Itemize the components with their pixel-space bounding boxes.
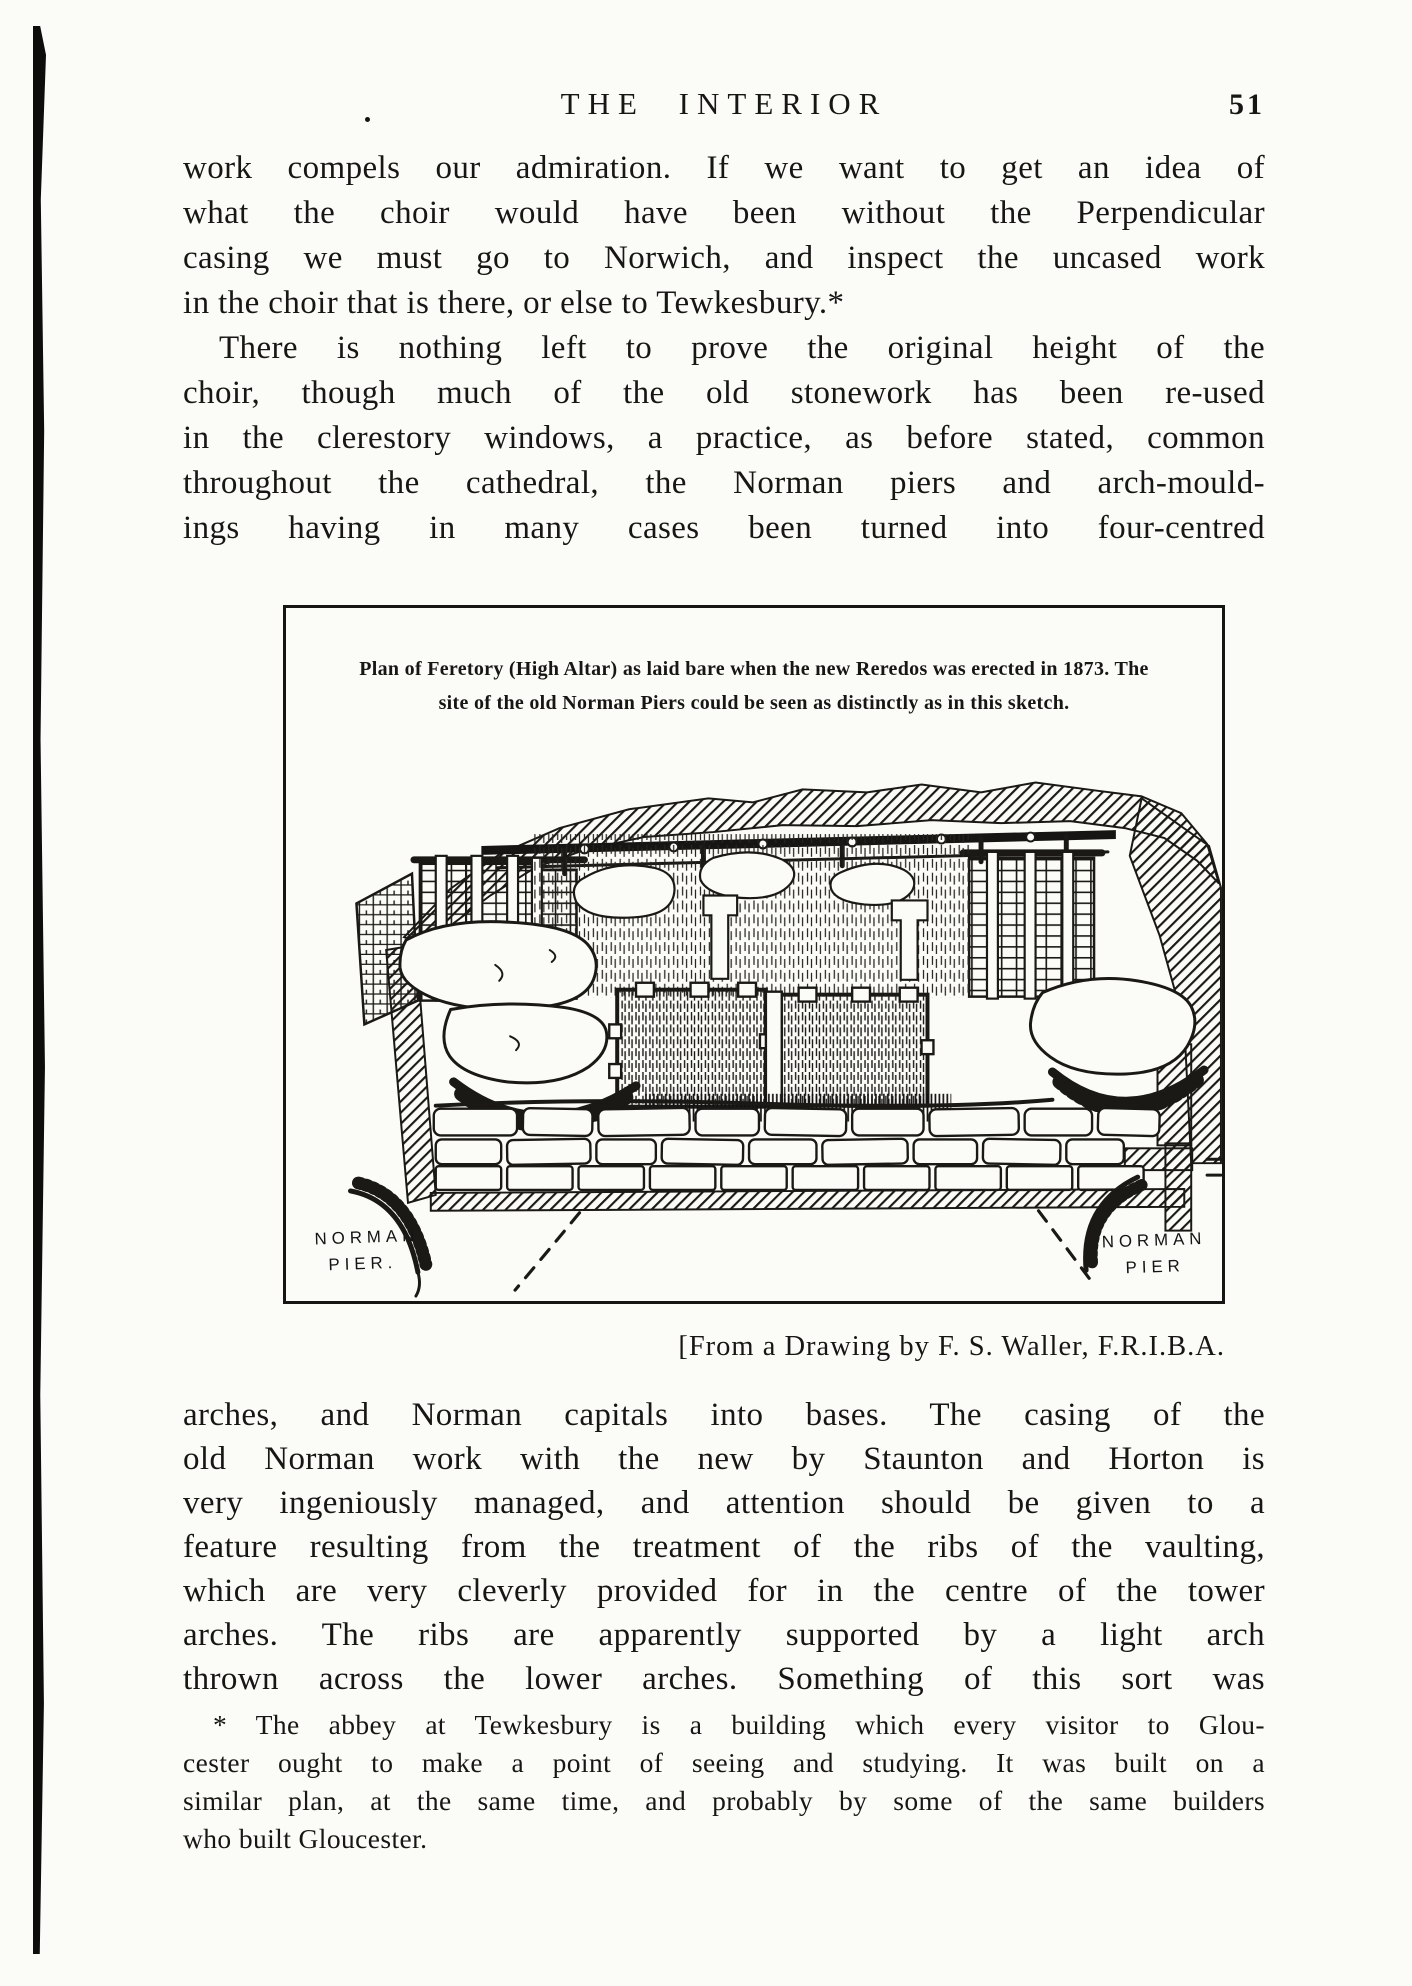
text-line: work compels our admiration. If we want to get an idea of — [183, 150, 1265, 186]
text-line: which are very cleverly provided for in the centre of the tower — [183, 1573, 1265, 1609]
page-number: 51 — [1229, 88, 1265, 121]
text-line: throughout the cathedral, the Norman piers and arch-mould- — [183, 465, 1265, 501]
figure-attribution: [From a Drawing by F. S. Waller, F.R.I.B.A. — [678, 1331, 1225, 1362]
paragraph-1 — [183, 146, 1265, 326]
text-line: There is nothing left to prove the original height of the — [219, 330, 1265, 366]
figure-caption-line2: site of the old Norman Piers could be seen as distinctly as in this sketch. — [438, 692, 1070, 714]
text-line: casing we must go to Norwich, and inspect the uncased work — [183, 240, 1265, 276]
text-line: in the choir that is there, or else to Tewkesbury.* — [183, 285, 845, 321]
text-line: arches. The ribs are apparently supported by a light arch — [183, 1617, 1265, 1653]
feretory-plan-figure — [283, 605, 1225, 1304]
footnote-line: who built Gloucester. — [183, 1823, 428, 1854]
running-head-title: THE INTERIOR — [560, 86, 888, 121]
pier-label-right-line2: PIER — [1125, 1256, 1186, 1278]
binding-edge-line — [33, 26, 46, 1954]
right-stone — [1030, 979, 1194, 1075]
left-stones — [400, 922, 607, 1083]
pier-label-left-line2: PIER. — [328, 1252, 398, 1275]
text-line: feature resulting from the treatment of the ribs of the vaulting, — [183, 1529, 1265, 1565]
pier-label-right-line1: NORMAN — [1101, 1228, 1207, 1252]
figure-caption-line1: Plan of Feretory (High Altar) as laid bare when the new Reredos was erected in 1873. The — [359, 658, 1149, 680]
center-block-right — [781, 995, 928, 1106]
dashed-line-left — [515, 1213, 579, 1290]
footnote-line: similar plan, at the same time, and probably by some of the same builders — [183, 1785, 1265, 1816]
text-line: ings having in many cases been turned into four-centred — [183, 510, 1265, 546]
footnote-line: cester ought to make a point of seeing and studying. It was built on a — [183, 1747, 1265, 1778]
center-block-left — [617, 990, 766, 1107]
text-line: in the clerestory windows, a practice, as before stated, common — [183, 420, 1265, 456]
text-line: very ingeniously managed, and attention should be given to a — [183, 1485, 1265, 1521]
paragraph-2 — [183, 326, 1265, 551]
text-line: thrown across the lower arches. Something of this sort was — [183, 1661, 1265, 1697]
text-line: old Norman work with the new by Staunton and Horton is — [183, 1441, 1265, 1477]
pier-label-left-line1: NORMAN — [314, 1225, 420, 1249]
footnote — [183, 1706, 1265, 1858]
footnote-line: * The abbey at Tewkesbury is a building which every visitor to Glou- — [213, 1709, 1265, 1740]
paragraph-3 — [183, 1393, 1265, 1701]
right-step-hatch-foot — [1165, 1143, 1191, 1230]
masonry-sketch — [350, 782, 1220, 1296]
text-line: choir, though much of the old stonework has been re-used — [183, 375, 1265, 411]
ground-hatch-strip — [431, 1189, 1184, 1211]
text-line: arches, and Norman capitals into bases. The casing of the — [183, 1397, 1265, 1433]
text-line: what the choir would have been without the Perpendicular — [183, 195, 1265, 231]
masonry-courses — [434, 1108, 1160, 1190]
